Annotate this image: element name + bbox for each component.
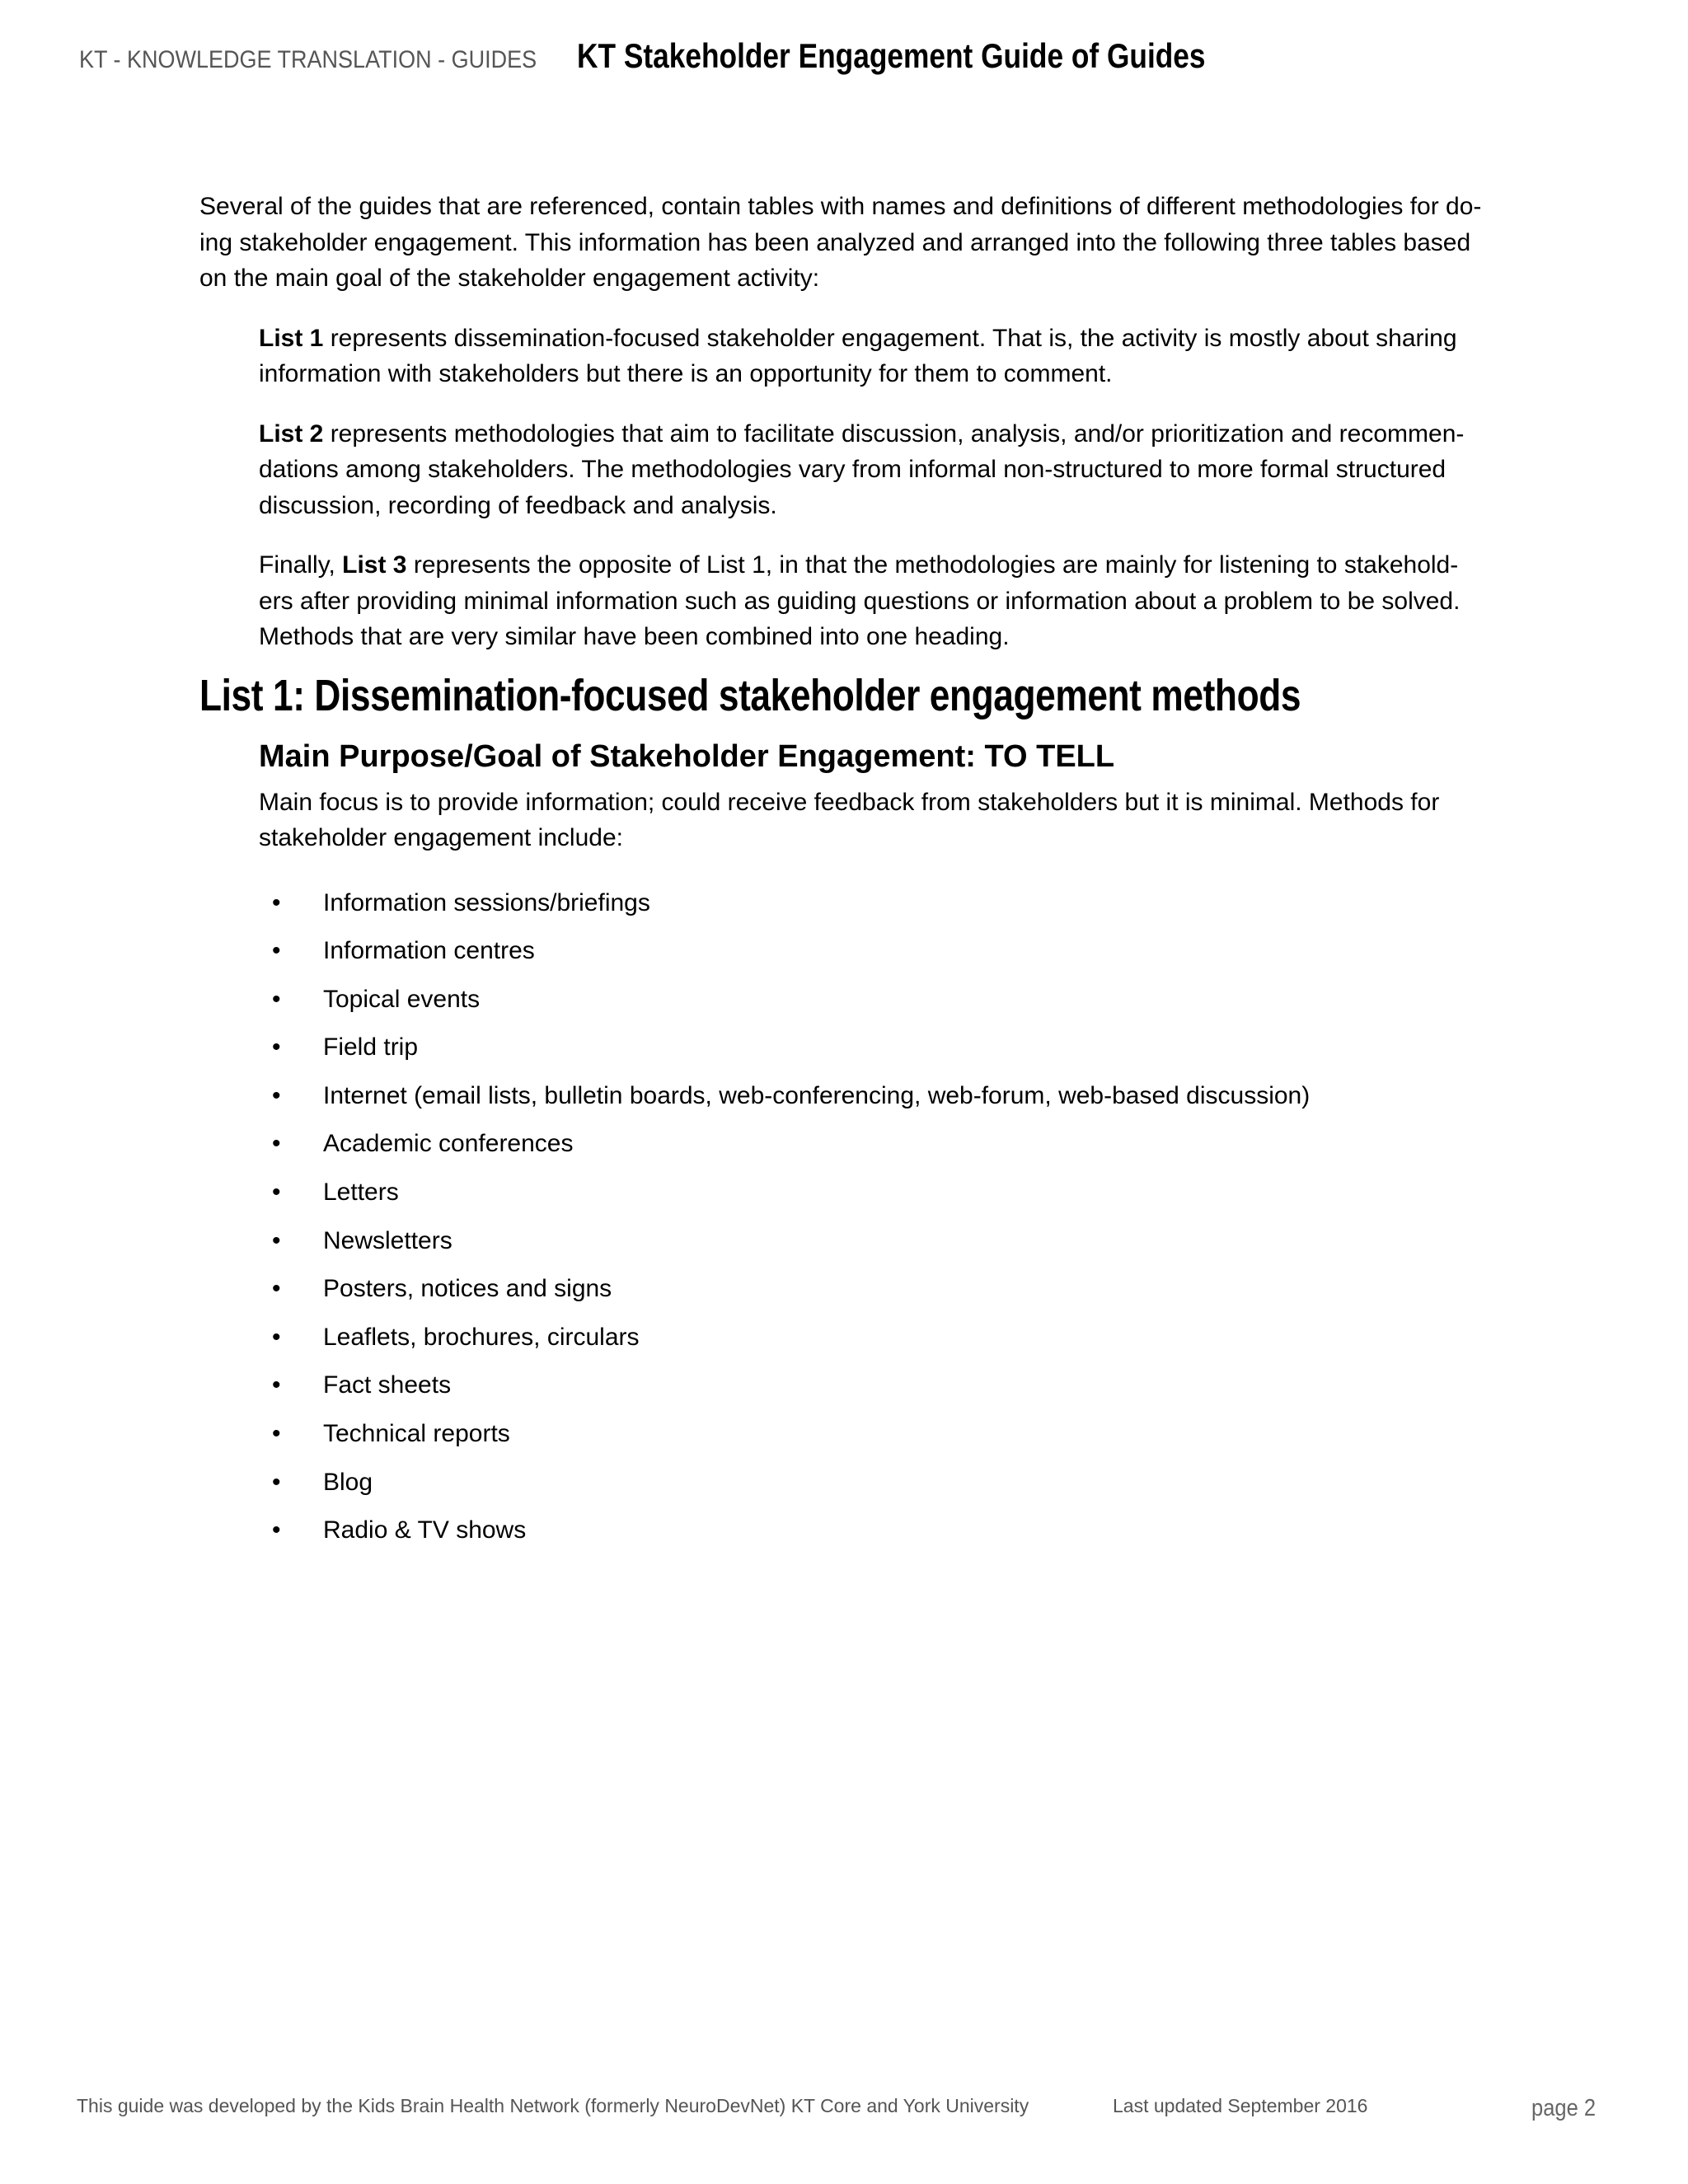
list1-label: List 1	[259, 324, 324, 352]
list-item	[199, 1169, 1493, 1217]
method-label: Information sessions/briefings	[323, 888, 650, 916]
intro-paragraph	[199, 189, 1493, 297]
section-subheading: Main Purpose/Goal of Stakeholder Engagement: TO TELL	[259, 738, 1115, 774]
list3-description	[259, 547, 1495, 655]
bullet-icon: •	[272, 1275, 281, 1303]
methods-list	[199, 879, 1493, 1555]
list3-text: Methods that are very similar have been combined into one heading.	[259, 623, 1010, 650]
method-label: Information centres	[323, 937, 535, 965]
purpose-description	[259, 785, 1495, 856]
document-title: KT Stakeholder Engagement Guide of Guides	[577, 36, 1206, 75]
list2-text: dations among stakeholders. The methodologies vary from informal non-structured to more formal structured	[259, 456, 1447, 483]
intro-line: ing stakeholder engagement. This information has been analyzed and arranged into the following three tables based	[199, 228, 1471, 256]
bullet-icon: •	[272, 1323, 281, 1351]
bullet-icon: •	[272, 1371, 281, 1399]
bullet-icon: •	[272, 1516, 281, 1544]
list-item	[199, 976, 1493, 1024]
list-item	[199, 1361, 1493, 1410]
footer-updated: Last updated September 2016	[1113, 2095, 1368, 2116]
method-label: Academic conferences	[323, 1130, 574, 1158]
method-label: Posters, notices and signs	[323, 1275, 612, 1303]
method-label: Technical reports	[323, 1420, 510, 1448]
bullet-icon: •	[272, 1130, 281, 1158]
list-item	[199, 1072, 1493, 1121]
method-label: Letters	[323, 1179, 399, 1207]
list3-label: List 3	[342, 551, 407, 579]
list2-label: List 2	[259, 419, 324, 448]
list-item	[199, 1507, 1493, 1555]
intro-line: Several of the guides that are referenced, contain tables with names and definitions of different methodologies for do-	[199, 193, 1482, 220]
purpose-line: Main focus is to provide information; could receive feedback from stakeholders but it is minimal. Methods for	[259, 788, 1440, 816]
bullet-icon: •	[272, 888, 281, 916]
list3-text: represents the opposite of List 1, in that the methodologies are mainly for listening to stakehold-	[406, 551, 1459, 579]
list2-description	[259, 416, 1495, 524]
method-label: Newsletters	[323, 1226, 452, 1254]
method-label: Radio & TV shows	[323, 1516, 527, 1544]
footer-credit: This guide was developed by the Kids Brain Health Network (formerly NeuroDevNet) KT Core and York University	[77, 2095, 1029, 2116]
list-item	[199, 1314, 1493, 1362]
list-item	[199, 1265, 1493, 1314]
bullet-icon: •	[272, 1420, 281, 1448]
bullet-icon: •	[272, 1179, 281, 1207]
method-label: Blog	[323, 1468, 373, 1496]
list-item	[199, 879, 1493, 928]
purpose-line: stakeholder engagement include:	[259, 824, 623, 851]
bullet-icon: •	[272, 1081, 281, 1109]
method-label: Fact sheets	[323, 1371, 452, 1399]
list-item	[199, 1410, 1493, 1459]
section-heading: List 1: Dissemination-focused stakeholder engagement methods	[199, 670, 1301, 720]
method-label: Topical events	[323, 985, 481, 1013]
list2-text: discussion, recording of feedback and analysis.	[259, 491, 777, 519]
method-label: Leaflets, brochures, circulars	[323, 1323, 640, 1351]
bullet-icon: •	[272, 937, 281, 965]
method-label: Internet (email lists, bulletin boards, web-conferencing, web-forum, web-based discussion)	[323, 1081, 1311, 1109]
page-number: page 2	[1531, 2095, 1597, 2121]
list1-text: information with stakeholders but there is an opportunity for them to comment.	[259, 360, 1113, 387]
list3-prefix: Finally,	[259, 551, 343, 579]
list1-text: represents dissemination-focused stakeholder engagement. That is, the activity is mostly about sharing	[323, 324, 1457, 352]
header-section-label: KT - KNOWLEDGE TRANSLATION - GUIDES	[79, 46, 537, 73]
list-item	[199, 927, 1493, 976]
intro-line: on the main goal of the stakeholder engagement activity:	[199, 265, 820, 292]
bullet-icon: •	[272, 985, 281, 1013]
list-item	[199, 1459, 1493, 1507]
bullet-icon: •	[272, 1468, 281, 1496]
list-item	[199, 1024, 1493, 1072]
method-label: Field trip	[323, 1033, 419, 1062]
list3-text: ers after providing minimal information such as guiding questions or information about a problem to be solved.	[259, 587, 1461, 615]
bullet-icon: •	[272, 1226, 281, 1254]
list2-text: represents methodologies that aim to facilitate discussion, analysis, and/or prioritization and recommen-	[323, 419, 1465, 448]
bullet-icon: •	[272, 1033, 281, 1062]
list-item	[199, 1217, 1493, 1266]
page-content	[199, 189, 1493, 1555]
list1-description	[259, 321, 1495, 392]
list-item	[199, 1120, 1493, 1169]
